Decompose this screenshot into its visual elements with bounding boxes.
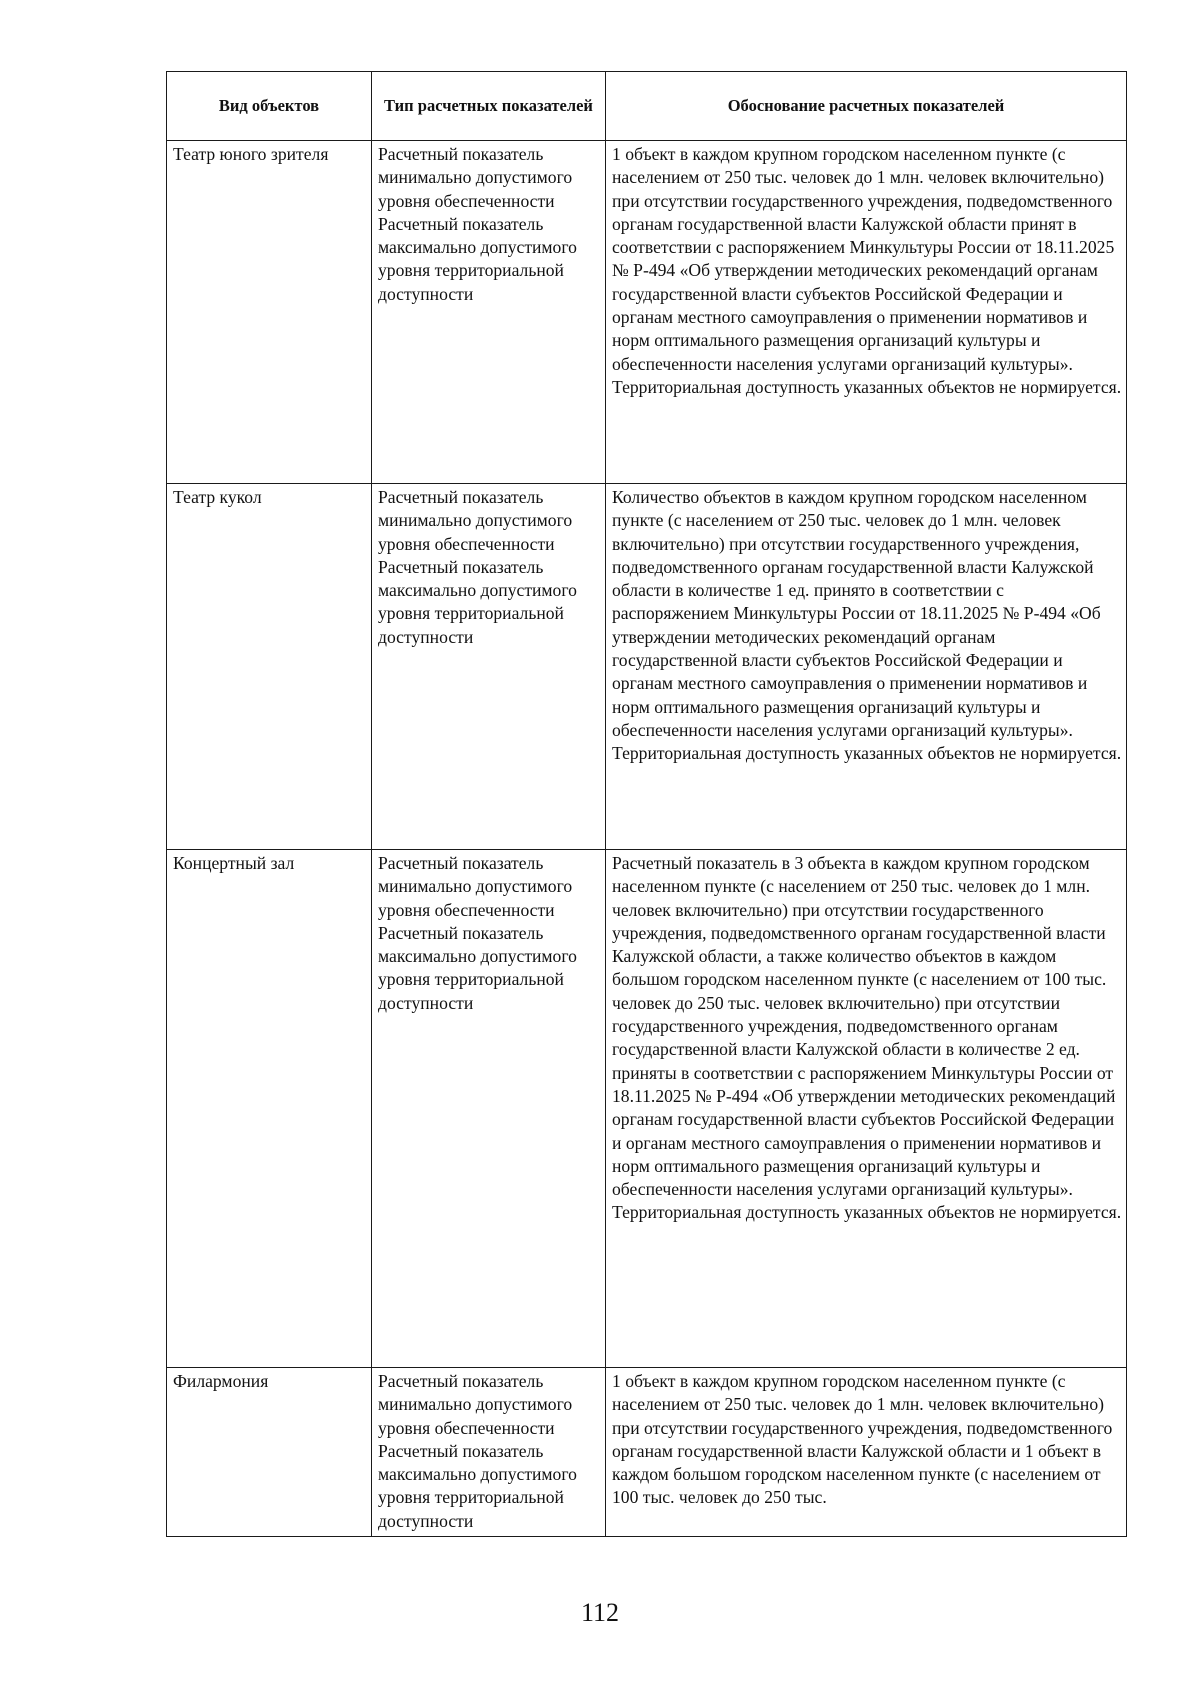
basis-paragraph: Территориальная доступность указанных объектов не нормируется. <box>612 376 1122 397</box>
indicator-type-cell <box>372 850 606 1368</box>
object-kind-cell: Театр кукол <box>167 484 372 850</box>
object-kind-cell: Театр юного зрителя <box>167 141 372 484</box>
object-kind-cell: Концертный зал <box>167 850 372 1368</box>
basis-paragraph: Территориальная доступность указанных объектов не нормируется. <box>612 743 1122 764</box>
basis-paragraph: Территориальная доступность указанных объектов не нормируется. <box>612 1202 1122 1223</box>
basis-paragraph: 1 объект в каждом крупном городском населенном пункте (с населением от 250 тыс. человек до 1 млн. человек включительно) при отсутствии государственного учреждения, подведомственного органам государственной власти Калужской области и 1 объект в каждом большом городском населенном пункте (с населением от 100 тыс. человек до 250 тыс. <box>612 1371 1113 1508</box>
header-type: Тип расчетных показателей <box>372 72 606 141</box>
indicator-type-line: Расчетный показатель максимально допустимого уровня территориальной доступности <box>378 213 577 304</box>
table-row <box>167 141 1127 484</box>
header-kind: Вид объектов <box>167 72 372 141</box>
basis-paragraph: 1 объект в каждом крупном городском населенном пункте (с населением от 250 тыс. человек до 1 млн. человек включительно) при отсутствии государственного учреждения, подведомственного органам государственной власти Калужской области принят в соответствии с распоряжением Минкультуры России от 18.11.2025 № Р-494 «Об утверждении методических рекомендаций органам государственной власти субъектов Российской Федерации и органам местного самоуправления о применении нормативов и норм оптимального размещения организаций культуры и обеспеченности населения услугами организаций культуры». <box>612 144 1115 374</box>
indicator-type-line: Расчетный показатель минимально допустимого уровня обеспеченности <box>378 1371 573 1438</box>
table-header-row <box>167 72 1127 141</box>
indicators-table <box>166 71 1127 1537</box>
indicator-basis-cell <box>606 850 1127 1368</box>
indicator-type-line: Расчетный показатель минимально допустимого уровня обеспеченности <box>378 487 573 554</box>
indicator-basis-cell <box>606 484 1127 850</box>
object-kind-cell: Филармония <box>167 1368 372 1537</box>
indicator-type-line: Расчетный показатель максимально допустимого уровня территориальной доступности <box>378 922 577 1013</box>
table-row <box>167 850 1127 1368</box>
page-number: 112 <box>580 1598 620 1627</box>
table-row <box>167 1368 1127 1537</box>
indicator-basis-cell <box>606 1368 1127 1537</box>
basis-paragraph: Расчетный показатель в 3 объекта в каждом крупном городском населенном пункте (с населением от 250 тыс. человек до 1 млн. человек включительно) при отсутствии государственного учреждения, подведомственного органам государственной власти Калужской области, а также количество объектов в каждом большом городском населенном пункте (с населением от 100 тыс. человек до 250 тыс. человек включительно) при отсутствии государственного учреждения, подведомственного органам государственной власти Калужской области в количестве 2 ед. приняты в соответствии с распоряжением Минкультуры России от 18.11.2025 № Р-494 «Об утверждении методических рекомендаций органам государственной власти субъектов Российской Федерации и органам местного самоуправления о применении нормативов и норм оптимального размещения организаций культуры и обеспеченности населения услугами организаций культуры». <box>612 853 1116 1200</box>
indicator-type-line: Расчетный показатель максимально допустимого уровня территориальной доступности <box>378 556 577 647</box>
indicator-basis-cell <box>606 141 1127 484</box>
indicator-type-line: Расчетный показатель максимально допустимого уровня территориальной доступности <box>378 1440 577 1531</box>
table-row <box>167 484 1127 850</box>
basis-paragraph: Количество объектов в каждом крупном городском населенном пункте (с населением от 250 тыс. человек до 1 млн. человек включительно) при отсутствии государственного учреждения, подведомственного органам государственной власти Калужской области в количестве 1 ед. принято в соответствии с распоряжением Минкультуры России от 18.11.2025 № Р-494 «Об утверждении методических рекомендаций органам государственной власти субъектов Российской Федерации и органам местного самоуправления о применении нормативов и норм оптимального размещения организаций культуры и обеспеченности населения услугами организаций культуры». <box>612 487 1101 740</box>
indicator-type-cell <box>372 141 606 484</box>
header-basis: Обоснование расчетных показателей <box>606 72 1127 141</box>
indicator-type-line: Расчетный показатель минимально допустимого уровня обеспеченности <box>378 853 573 920</box>
indicator-type-cell <box>372 484 606 850</box>
indicator-type-cell <box>372 1368 606 1537</box>
indicator-type-line: Расчетный показатель минимально допустимого уровня обеспеченности <box>378 144 573 211</box>
